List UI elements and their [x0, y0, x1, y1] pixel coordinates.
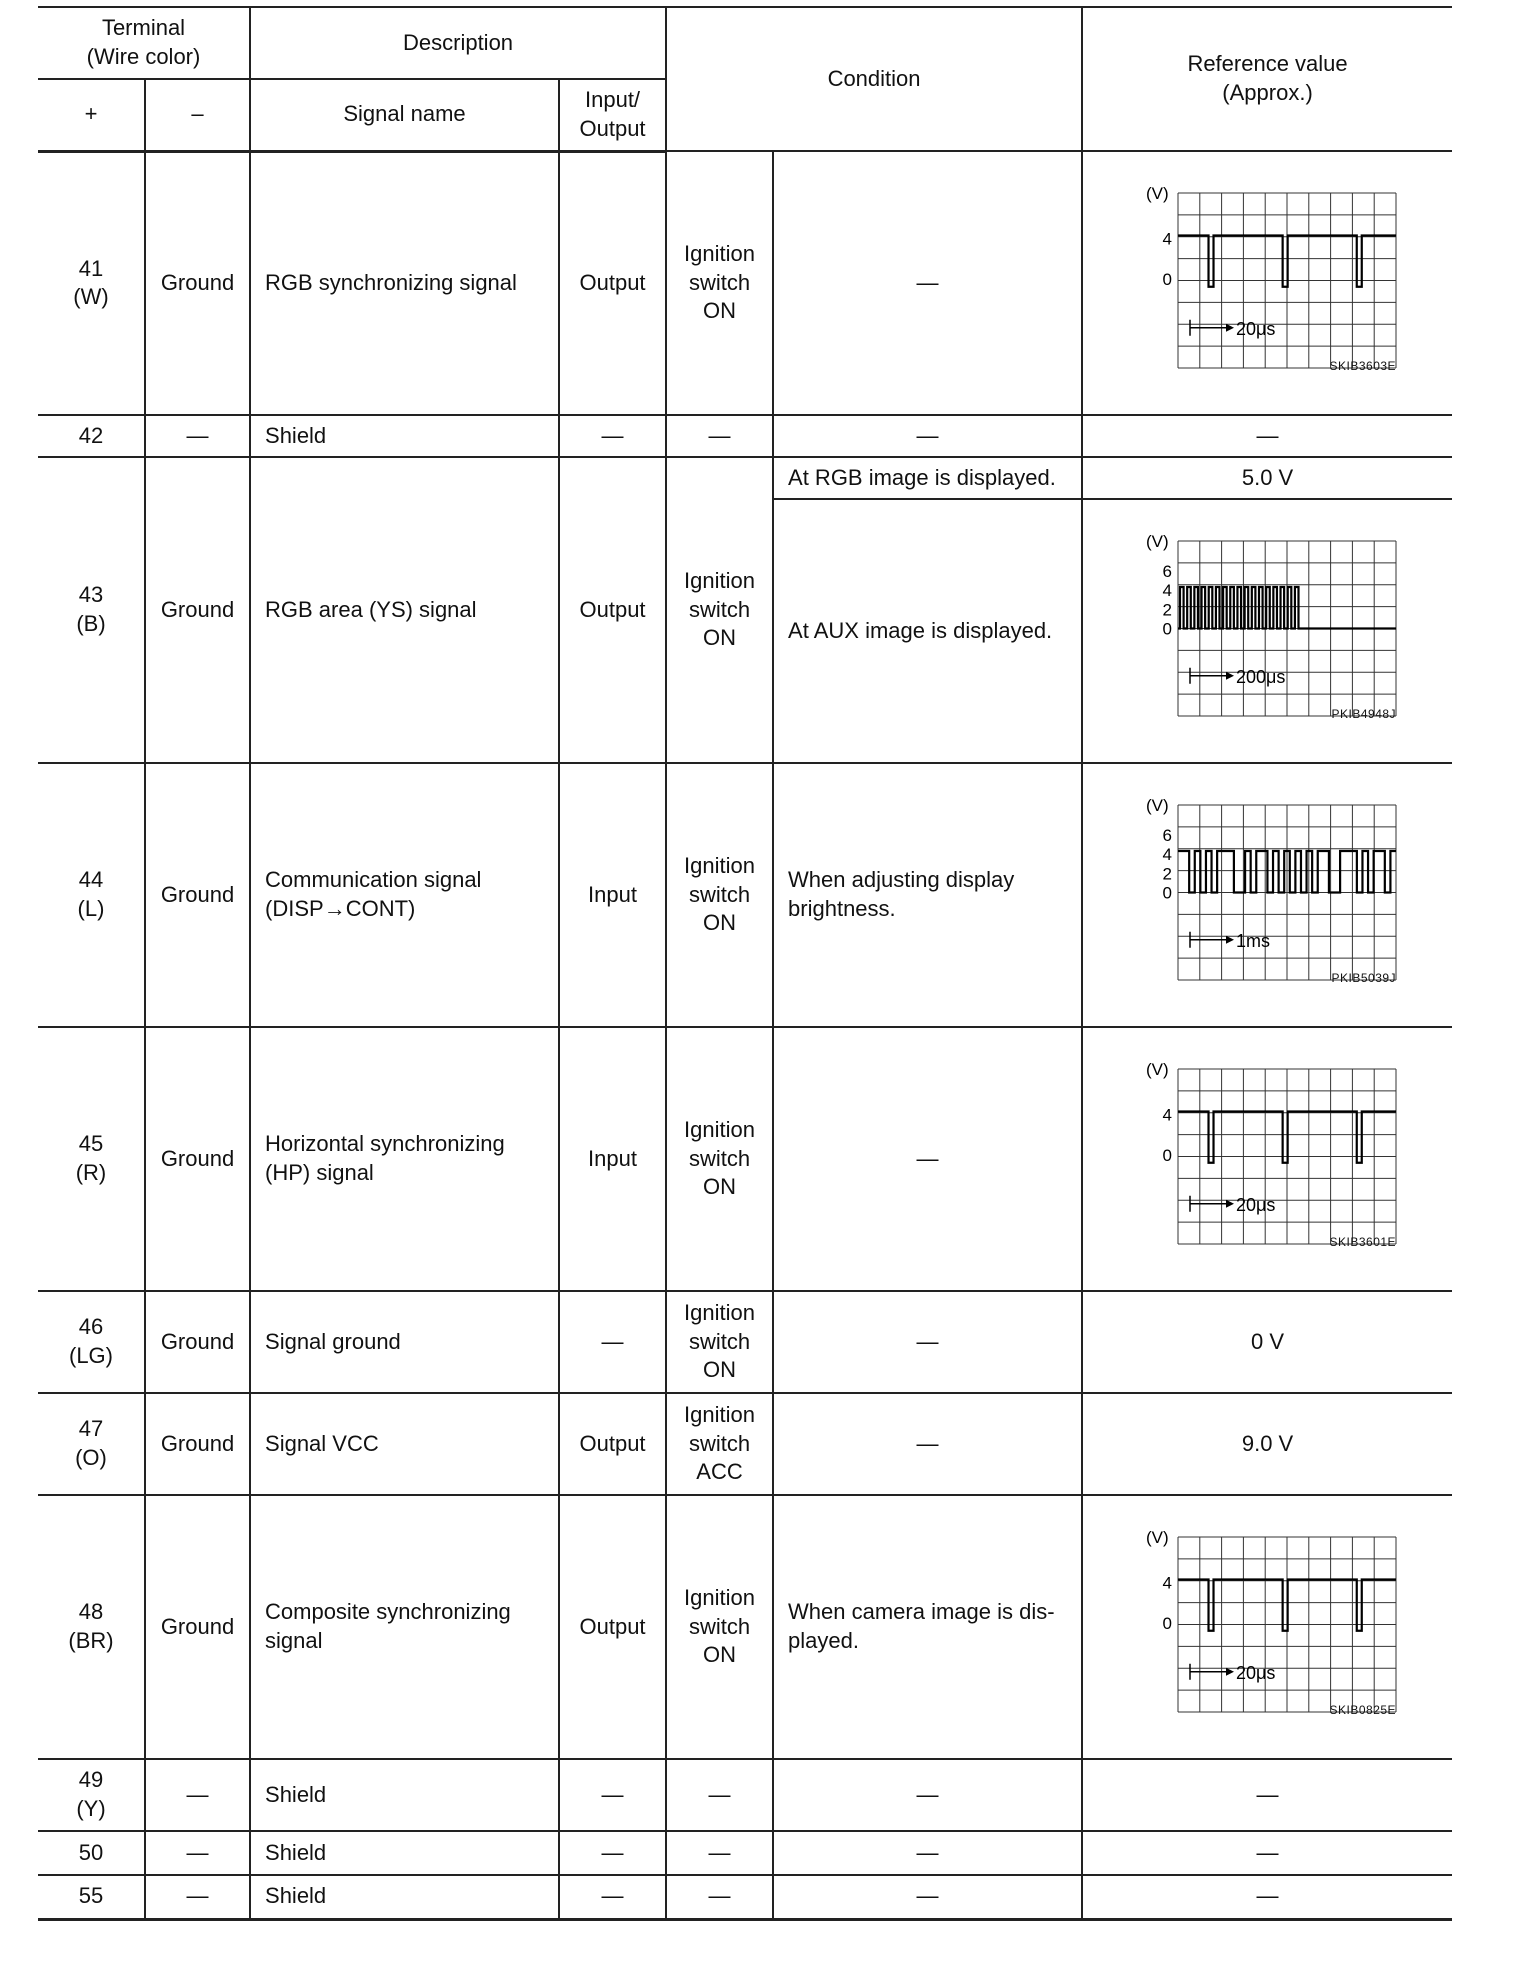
- arrow-right-icon: [1226, 1668, 1234, 1676]
- arrow-right-icon: [1226, 672, 1234, 680]
- terminal-minus: Ground: [145, 1291, 250, 1393]
- waveform-graph: [1118, 1059, 1418, 1259]
- signal-trace: [1178, 1580, 1396, 1631]
- signal-trace: [1178, 1112, 1396, 1163]
- ignition-switch: Ignition switch ON: [666, 763, 773, 1027]
- ignition-switch: Ignition switch ON: [666, 1495, 773, 1759]
- input-output: —: [559, 1291, 666, 1393]
- volt-level-label: 4: [1162, 845, 1172, 864]
- table-row: [38, 1495, 1452, 1759]
- table-row: [38, 457, 1452, 499]
- condition: At RGB image is displayed.: [773, 457, 1082, 499]
- terminal-minus: —: [145, 1875, 250, 1919]
- table-row: [38, 1393, 1452, 1495]
- volt-level-label: 2: [1162, 600, 1172, 620]
- signal-name: Shield: [250, 1831, 559, 1875]
- condition: —: [773, 151, 1082, 415]
- signal-trace: [1178, 587, 1396, 629]
- terminal-plus: 43 (B): [38, 457, 145, 763]
- ignition-switch: Ignition switch ON: [666, 457, 773, 763]
- header-plus: +: [38, 79, 145, 151]
- reference-value: —: [1082, 1875, 1452, 1919]
- header-minus: –: [145, 79, 250, 151]
- table-row: [38, 1291, 1452, 1393]
- terminal-plus: 50: [38, 1831, 145, 1875]
- waveform-graph: [1118, 183, 1418, 383]
- signal-name: Shield: [250, 1875, 559, 1919]
- waveform-graph: [1118, 1527, 1418, 1727]
- terminal-plus: 44 (L): [38, 763, 145, 1027]
- input-output: Output: [559, 457, 666, 763]
- waveform-graph: [1118, 531, 1418, 731]
- waveform-figure: [1089, 1059, 1446, 1259]
- terminal-minus: Ground: [145, 1027, 250, 1291]
- reference-value: [1082, 763, 1452, 1027]
- waveform-figure: [1089, 795, 1446, 995]
- ignition-switch: —: [666, 415, 773, 457]
- terminal-minus: Ground: [145, 151, 250, 415]
- time-scale-label: 200μs: [1235, 666, 1285, 687]
- terminal-plus: 47 (O): [38, 1393, 145, 1495]
- terminal-minus: Ground: [145, 1393, 250, 1495]
- ignition-switch: Ignition switch ON: [666, 1027, 773, 1291]
- volt-unit-label: (V): [1145, 532, 1169, 551]
- input-output: —: [559, 1875, 666, 1919]
- arrow-right-icon: [1226, 936, 1234, 944]
- waveform-figure: [1089, 531, 1446, 731]
- volt-unit-label: (V): [1145, 796, 1169, 815]
- signal-name: RGB synchronizing signal: [250, 151, 559, 415]
- header-description: Description: [250, 7, 666, 79]
- volt-level-label: 2: [1162, 864, 1172, 884]
- volt-unit-label: (V): [1145, 1528, 1169, 1547]
- terminal-plus: 46 (LG): [38, 1291, 145, 1393]
- figure-code: SKIB0825E: [1329, 1703, 1397, 1718]
- terminal-plus: 45 (R): [38, 1027, 145, 1291]
- volt-level-label: 6: [1162, 561, 1172, 581]
- table-row: [38, 415, 1452, 457]
- terminal-plus: 41 (W): [38, 151, 145, 415]
- signal-trace: [1178, 236, 1396, 287]
- volt-level-label: 4: [1162, 229, 1172, 249]
- header-signal-name: Signal name: [250, 79, 559, 151]
- volt-unit-label: (V): [1145, 1060, 1169, 1079]
- terminal-plus: 42: [38, 415, 145, 457]
- terminal-reference-table: [38, 6, 1452, 1921]
- table-row: [38, 1759, 1452, 1831]
- volt-level-label: 0: [1162, 1613, 1172, 1633]
- signal-name: Composite synchronizing signal: [250, 1495, 559, 1759]
- header-condition: Condition: [666, 7, 1082, 151]
- ignition-switch: Ignition switch ON: [666, 1291, 773, 1393]
- input-output: Input: [559, 763, 666, 1027]
- volt-level-label: 0: [1162, 619, 1172, 639]
- input-output: —: [559, 1831, 666, 1875]
- input-output: —: [559, 415, 666, 457]
- reference-value: 5.0 V: [1082, 457, 1452, 499]
- ignition-switch: —: [666, 1759, 773, 1831]
- terminal-plus: 55: [38, 1875, 145, 1919]
- time-scale-label: 20μs: [1235, 1194, 1275, 1215]
- condition: —: [773, 1759, 1082, 1831]
- reference-value: —: [1082, 415, 1452, 457]
- volt-level-label: 6: [1162, 825, 1172, 845]
- input-output: Input: [559, 1027, 666, 1291]
- reference-value: [1082, 499, 1452, 763]
- terminal-minus: —: [145, 415, 250, 457]
- header-reference: Reference value (Approx.): [1082, 7, 1452, 151]
- condition: —: [773, 1393, 1082, 1495]
- reference-value: 0 V: [1082, 1291, 1452, 1393]
- signal-name: Shield: [250, 1759, 559, 1831]
- reference-value: —: [1082, 1759, 1452, 1831]
- arrow-right-icon: [1226, 324, 1234, 332]
- terminal-minus: Ground: [145, 457, 250, 763]
- waveform-figure: [1089, 1527, 1446, 1727]
- terminal-plus: 48 (BR): [38, 1495, 145, 1759]
- waveform-figure: [1089, 183, 1446, 383]
- header-terminal: Terminal (Wire color): [38, 7, 250, 79]
- signal-name: Signal ground: [250, 1291, 559, 1393]
- time-scale-label: 1ms: [1235, 930, 1270, 951]
- input-output: Output: [559, 1393, 666, 1495]
- volt-level-label: 0: [1162, 269, 1172, 289]
- figure-code: SKIB3603E: [1329, 359, 1397, 374]
- condition: —: [773, 1875, 1082, 1919]
- volt-unit-label: (V): [1145, 184, 1169, 203]
- arrow-right-icon: [1226, 1200, 1234, 1208]
- signal-name: Signal VCC: [250, 1393, 559, 1495]
- waveform-graph: [1118, 795, 1418, 995]
- terminal-minus: Ground: [145, 763, 250, 1027]
- volt-level-label: 0: [1162, 883, 1172, 903]
- reference-value: 9.0 V: [1082, 1393, 1452, 1495]
- terminal-minus: Ground: [145, 1495, 250, 1759]
- volt-level-label: 4: [1162, 581, 1172, 600]
- figure-code: PKIB4948J: [1331, 707, 1397, 722]
- header-io: Input/ Output: [559, 79, 666, 151]
- reference-value: [1082, 1027, 1452, 1291]
- ignition-switch: —: [666, 1875, 773, 1919]
- condition: When camera image is dis- played.: [773, 1495, 1082, 1759]
- condition: —: [773, 415, 1082, 457]
- volt-level-label: 4: [1162, 1105, 1172, 1125]
- input-output: Output: [559, 151, 666, 415]
- condition: —: [773, 1831, 1082, 1875]
- volt-level-label: 0: [1162, 1145, 1172, 1165]
- ignition-switch: Ignition switch ON: [666, 151, 773, 415]
- ignition-switch: —: [666, 1831, 773, 1875]
- reference-value: [1082, 1495, 1452, 1759]
- table-row: [38, 1831, 1452, 1875]
- condition: At AUX image is displayed.: [773, 499, 1082, 763]
- table-row: [38, 1875, 1452, 1919]
- input-output: —: [559, 1759, 666, 1831]
- figure-code: SKIB3601E: [1329, 1235, 1397, 1250]
- condition: When adjusting display brightness.: [773, 763, 1082, 1027]
- table-row: [38, 763, 1452, 1027]
- table-row: [38, 151, 1452, 415]
- time-scale-label: 20μs: [1235, 318, 1275, 339]
- signal-name: RGB area (YS) signal: [250, 457, 559, 763]
- time-scale-label: 20μs: [1235, 1662, 1275, 1683]
- terminal-minus: —: [145, 1831, 250, 1875]
- signal-name: Communication signal (DISP→CONT): [250, 763, 559, 1027]
- condition: —: [773, 1291, 1082, 1393]
- signal-name: Shield: [250, 415, 559, 457]
- condition: —: [773, 1027, 1082, 1291]
- terminal-plus: 49 (Y): [38, 1759, 145, 1831]
- volt-level-label: 4: [1162, 1573, 1172, 1593]
- reference-value: [1082, 151, 1452, 415]
- input-output: Output: [559, 1495, 666, 1759]
- figure-code: PKIB5039J: [1331, 971, 1397, 986]
- reference-value: —: [1082, 1831, 1452, 1875]
- table-row: [38, 1027, 1452, 1291]
- ignition-switch: Ignition switch ACC: [666, 1393, 773, 1495]
- signal-name: Horizontal synchronizing (HP) signal: [250, 1027, 559, 1291]
- terminal-minus: —: [145, 1759, 250, 1831]
